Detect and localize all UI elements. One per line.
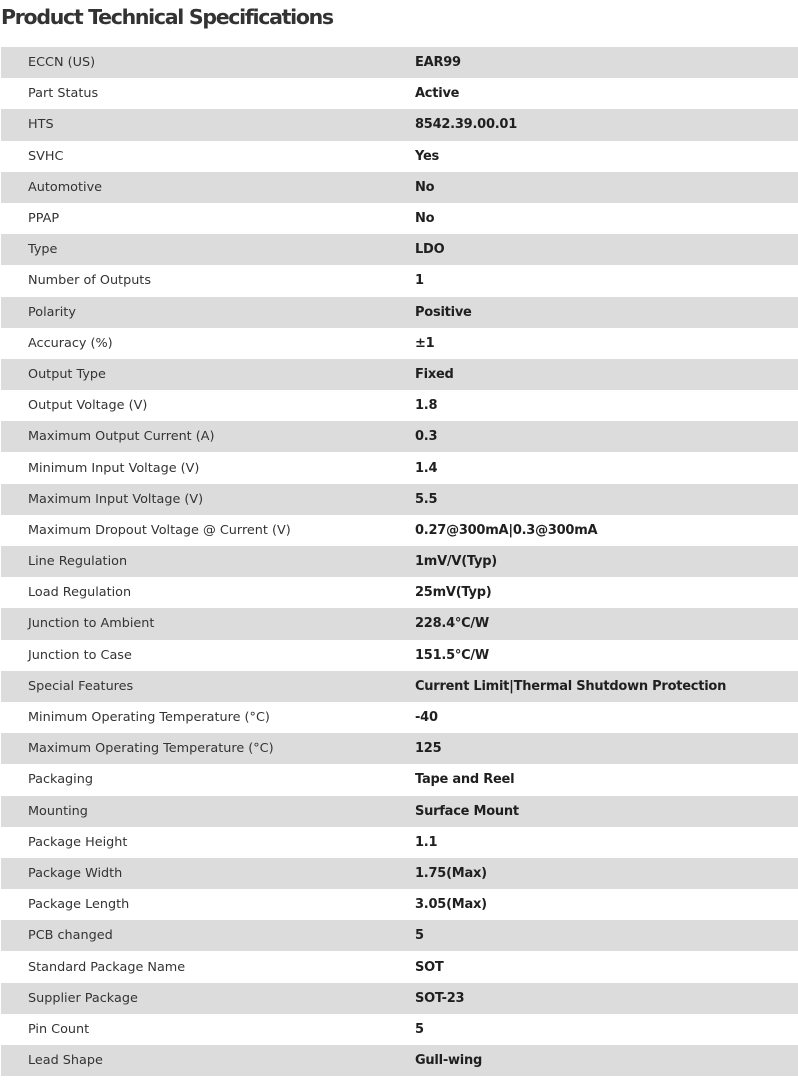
spec-value: 0.27@300mA|0.3@300mA	[415, 522, 598, 538]
spec-row	[1, 390, 798, 421]
spec-label: PCB changed	[28, 928, 113, 944]
spec-label: SVHC	[28, 148, 64, 164]
spec-value: 1.75(Max)	[415, 865, 487, 881]
spec-label: Junction to Case	[28, 647, 132, 663]
spec-value: Active	[415, 86, 460, 102]
spec-row	[1, 141, 798, 172]
spec-value: 25mV(Typ)	[415, 585, 492, 601]
spec-label: Accuracy (%)	[28, 335, 113, 351]
spec-row	[1, 78, 798, 109]
spec-label: Part Status	[28, 86, 99, 102]
spec-value: 228.4°C/W	[415, 616, 489, 632]
spec-value: 151.5°C/W	[415, 647, 489, 663]
spec-label: Lead Shape	[28, 1053, 103, 1069]
spec-label: Special Features	[28, 678, 134, 694]
spec-row	[1, 577, 798, 608]
spec-value: EAR99	[415, 55, 461, 71]
spec-value: Current Limit|Thermal Shutdown Protection	[415, 678, 727, 694]
spec-label: PPAP	[28, 211, 60, 227]
spec-row	[1, 421, 798, 452]
spec-label: Packaging	[28, 772, 93, 788]
spec-label: Number of Outputs	[28, 273, 151, 289]
spec-row	[1, 546, 798, 577]
spec-row	[1, 858, 798, 889]
spec-value: No	[415, 179, 435, 195]
spec-row	[1, 109, 798, 140]
spec-row	[1, 640, 798, 671]
spec-value: Tape and Reel	[415, 772, 515, 788]
spec-row	[1, 359, 798, 390]
spec-row	[1, 702, 798, 733]
spec-label: Automotive	[28, 179, 103, 195]
spec-value: ±1	[415, 335, 435, 351]
spec-row	[1, 234, 798, 265]
spec-value: SOT	[415, 959, 444, 975]
spec-value: 125	[415, 741, 442, 757]
spec-value: Surface Mount	[415, 803, 519, 819]
spec-row	[1, 920, 798, 951]
spec-value: No	[415, 211, 435, 227]
spec-label: Package Height	[28, 834, 128, 850]
spec-row	[1, 796, 798, 827]
spec-label: Supplier Package	[28, 990, 138, 1006]
spec-label: Type	[28, 242, 58, 258]
spec-value: 1mV/V(Typ)	[415, 554, 497, 570]
spec-row	[1, 1014, 798, 1045]
spec-label: Maximum Operating Temperature (°C)	[28, 741, 274, 757]
spec-row	[1, 608, 798, 639]
spec-table	[1, 47, 798, 1076]
spec-label: Package Width	[28, 865, 123, 881]
spec-row	[1, 983, 798, 1014]
spec-value: 0.3	[415, 429, 438, 445]
spec-row	[1, 515, 798, 546]
spec-label: ECCN (US)	[28, 55, 96, 71]
spec-value: 3.05(Max)	[415, 897, 487, 913]
spec-value: 5.5	[415, 491, 438, 507]
spec-label: Minimum Input Voltage (V)	[28, 460, 200, 476]
spec-label: Maximum Input Voltage (V)	[28, 491, 204, 507]
spec-value: 5	[415, 928, 424, 944]
spec-row	[1, 827, 798, 858]
spec-row	[1, 484, 798, 515]
spec-value: SOT-23	[415, 990, 465, 1006]
spec-value: LDO	[415, 242, 445, 258]
spec-row	[1, 328, 798, 359]
spec-label: Junction to Ambient	[28, 616, 155, 632]
spec-row	[1, 452, 798, 483]
spec-value: 1.8	[415, 398, 438, 414]
spec-row	[1, 47, 798, 78]
spec-value: 1	[415, 273, 424, 289]
spec-table-body	[1, 47, 798, 1076]
spec-label: Mounting	[28, 803, 88, 819]
spec-row	[1, 889, 798, 920]
spec-value: -40	[415, 710, 438, 726]
spec-label: Minimum Operating Temperature (°C)	[28, 710, 270, 726]
spec-row	[1, 671, 798, 702]
spec-row	[1, 203, 798, 234]
spec-row	[1, 764, 798, 795]
spec-row	[1, 951, 798, 982]
spec-label: Standard Package Name	[28, 959, 186, 975]
spec-label: Line Regulation	[28, 554, 128, 570]
spec-label: Maximum Output Current (A)	[28, 429, 215, 445]
spec-value: 5	[415, 1021, 424, 1037]
spec-value: Yes	[415, 148, 440, 164]
spec-row	[1, 265, 798, 296]
spec-label: Output Voltage (V)	[28, 398, 148, 414]
spec-row	[1, 1045, 798, 1076]
spec-label: Pin Count	[28, 1021, 90, 1037]
spec-row	[1, 172, 798, 203]
spec-value: Fixed	[415, 366, 454, 382]
spec-value: 8542.39.00.01	[415, 117, 518, 133]
spec-label: Package Length	[28, 897, 130, 913]
spec-row	[1, 733, 798, 764]
spec-label: Output Type	[28, 366, 106, 382]
spec-value: Positive	[415, 304, 472, 320]
spec-value: Gull-wing	[415, 1053, 483, 1069]
spec-label: Polarity	[28, 304, 76, 320]
spec-label: Load Regulation	[28, 585, 132, 601]
spec-label: Maximum Dropout Voltage @ Current (V)	[28, 522, 291, 538]
spec-value: 1.4	[415, 460, 438, 476]
page-title: Product Technical Specifications	[1, 5, 333, 29]
spec-value: 1.1	[415, 834, 438, 850]
spec-label: HTS	[28, 117, 54, 133]
spec-row	[1, 297, 798, 328]
